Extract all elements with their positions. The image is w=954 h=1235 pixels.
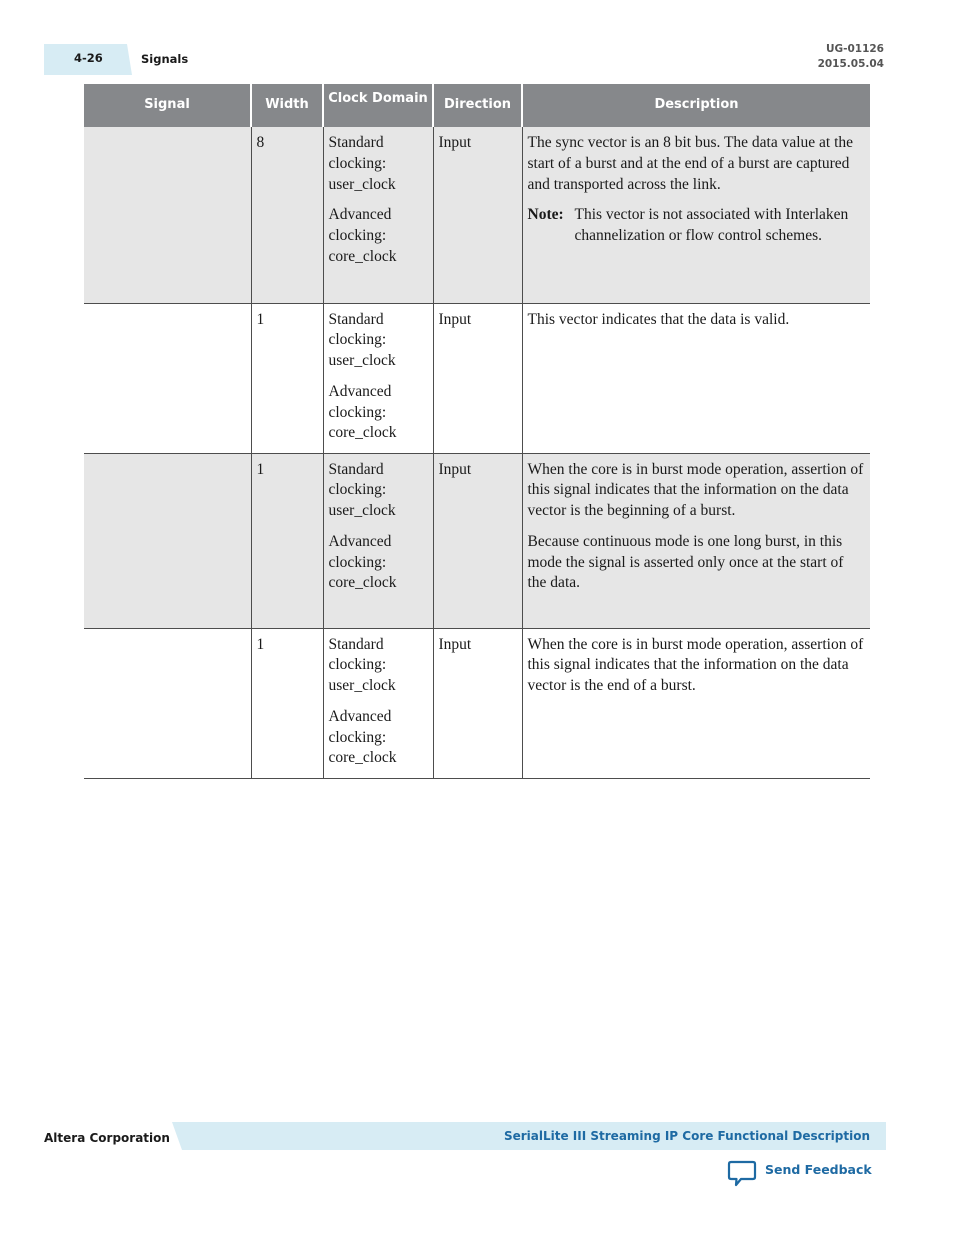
signal-cell bbox=[84, 628, 251, 778]
column-header-direction: Direction bbox=[433, 84, 522, 127]
column-header-width: Width bbox=[251, 84, 323, 127]
width-cell: 8 bbox=[251, 127, 323, 303]
column-header-clock-domain: Clock Domain bbox=[323, 84, 433, 127]
description-text: When the core is in burst mode operation, assertion of this signal indicates that the information on the data vector is the end of a burst. bbox=[527, 635, 864, 695]
description-cell bbox=[522, 127, 870, 303]
table-row bbox=[84, 453, 870, 628]
table-row bbox=[84, 303, 870, 453]
document-date: 2015.05.04 bbox=[817, 58, 884, 70]
description-text: When the core is in burst mode operation, assertion of this signal indicates that the information on the data vector is the beginning of a burst. bbox=[527, 460, 864, 520]
direction-cell: Input bbox=[433, 453, 522, 628]
table-header-row bbox=[84, 84, 870, 127]
document-meta bbox=[818, 42, 884, 72]
direction-cell: Input bbox=[433, 127, 522, 303]
section-title: Signals bbox=[141, 52, 189, 66]
send-feedback-link[interactable]: Send Feedback bbox=[765, 1162, 872, 1177]
clock-advanced: Advanced clocking: core_clock bbox=[328, 206, 397, 265]
signal-cell bbox=[84, 303, 251, 453]
note-label: Note: bbox=[527, 206, 564, 224]
document-title: SerialLite III Streaming IP Core Functional Description bbox=[503, 1129, 870, 1143]
clock-advanced: Advanced clocking: core_clock bbox=[328, 707, 397, 767]
width-cell: 1 bbox=[251, 453, 323, 628]
note-text: This vector is not associated with Interlaken channelization or flow control schemes. bbox=[574, 206, 849, 245]
table-row bbox=[84, 127, 870, 303]
clock-domain-cell bbox=[323, 628, 433, 778]
signal-cell bbox=[84, 127, 251, 303]
note-block bbox=[528, 205, 867, 247]
description-text: Because continuous mode is one long burst, in this mode the signal is asserted only once at the start of the data. bbox=[527, 532, 844, 592]
column-header-signal: Signal bbox=[84, 84, 251, 127]
clock-domain-cell bbox=[323, 453, 433, 628]
speech-bubble-icon[interactable] bbox=[727, 1158, 757, 1188]
clock-standard: Standard clocking: user_clock bbox=[328, 460, 396, 520]
width-cell: 1 bbox=[251, 628, 323, 778]
clock-advanced: Advanced clocking: core_clock bbox=[328, 532, 397, 592]
clock-standard: Standard clocking: user_clock bbox=[328, 635, 396, 695]
description-text: This vector indicates that the data is valid. bbox=[527, 310, 790, 328]
description-cell bbox=[522, 453, 870, 628]
description-cell bbox=[522, 303, 870, 453]
document-id: UG-01126 bbox=[825, 43, 884, 55]
table-row bbox=[84, 628, 870, 778]
clock-domain-cell bbox=[323, 303, 433, 453]
column-header-description: Description bbox=[522, 84, 870, 127]
clock-advanced: Advanced clocking: core_clock bbox=[328, 382, 397, 442]
clock-standard: Standard clocking: user_clock bbox=[328, 310, 396, 370]
page-number: 4-26 bbox=[74, 51, 103, 65]
clock-domain-cell bbox=[323, 127, 433, 303]
direction-cell: Input bbox=[433, 303, 522, 453]
signal-cell bbox=[84, 453, 251, 628]
direction-cell: Input bbox=[433, 628, 522, 778]
description-text: The sync vector is an 8 bit bus. The data value at the start of a burst and at the end of a burst are captured and transported across the link. bbox=[527, 134, 854, 193]
company-name: Altera Corporation bbox=[44, 1131, 170, 1145]
signals-table bbox=[84, 84, 870, 779]
clock-standard: Standard clocking: user_clock bbox=[328, 134, 396, 193]
width-cell: 1 bbox=[251, 303, 323, 453]
description-cell bbox=[522, 628, 870, 778]
